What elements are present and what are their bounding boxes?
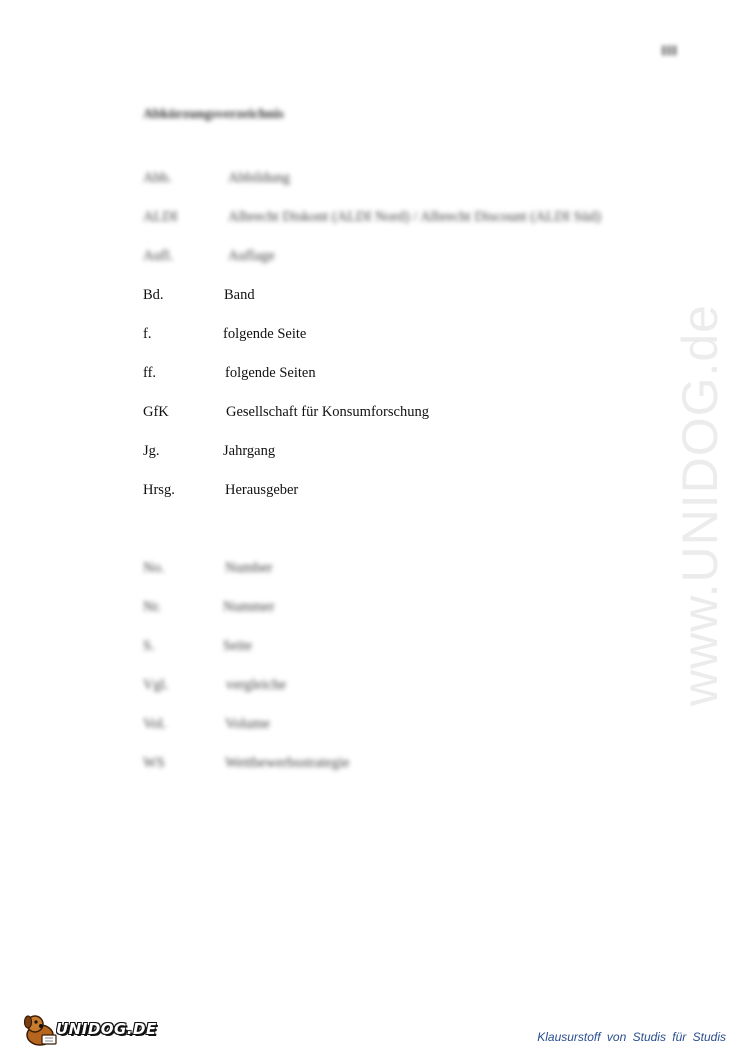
page-title: Abkürzungsverzeichnis bbox=[143, 107, 284, 122]
abbreviation-value: Gesellschaft für Konsumforschung bbox=[226, 404, 429, 420]
abbreviation-key: S. bbox=[143, 638, 155, 654]
abbreviation-value: Abbildung bbox=[228, 170, 291, 186]
unidog-logo[interactable] bbox=[20, 1011, 160, 1047]
page-number: III bbox=[661, 44, 678, 59]
abbreviation-value: Seite bbox=[223, 638, 252, 654]
abbreviation-value: vergleiche bbox=[226, 677, 287, 693]
abbreviation-key: ff. bbox=[143, 365, 157, 381]
abbreviation-value: Number bbox=[225, 560, 273, 576]
watermark: www.UNIDOG.de bbox=[672, 304, 728, 706]
abbreviation-value: folgende Seite bbox=[223, 326, 307, 342]
abbreviation-key: GfK bbox=[143, 404, 169, 420]
abbreviation-value: Volume bbox=[225, 716, 270, 732]
abbreviation-key: Jg. bbox=[143, 443, 160, 459]
abbreviation-key: Bd. bbox=[143, 287, 164, 303]
abbreviation-value: folgende Seiten bbox=[225, 365, 316, 381]
abbreviation-key: ALDI bbox=[143, 209, 178, 225]
abbreviation-value: Jahrgang bbox=[223, 443, 276, 459]
abbreviation-value: Albrecht Diskont (ALDI Nord) / Albrecht Discount (ALDI Süd) bbox=[228, 209, 601, 225]
abbreviation-key: No. bbox=[143, 560, 165, 576]
abbreviation-key: Abb. bbox=[143, 170, 172, 186]
abbreviation-key: Vol. bbox=[143, 716, 167, 732]
abbreviation-value: Band bbox=[224, 287, 255, 303]
abbreviation-key: WS bbox=[143, 755, 165, 771]
abbreviation-key: f. bbox=[143, 326, 152, 342]
footer-tagline: Klausurstoff von Studis für Studis bbox=[537, 1030, 726, 1044]
abbreviation-key: Hrsg. bbox=[143, 482, 175, 498]
abbreviation-value: Nummer bbox=[223, 599, 275, 615]
dog-mascot-icon bbox=[20, 1011, 60, 1047]
abbreviation-key: Vgl. bbox=[143, 677, 169, 693]
abbreviation-value: Wettbewerbsstrategie bbox=[225, 755, 350, 771]
abbreviation-key: Aufl. bbox=[143, 248, 174, 264]
abbreviation-key: Nr. bbox=[143, 599, 162, 615]
abbreviation-value: Auflage bbox=[228, 248, 275, 264]
logo-text: UNIDOG.DE bbox=[56, 1020, 157, 1038]
abbreviation-value: Herausgeber bbox=[225, 482, 299, 498]
